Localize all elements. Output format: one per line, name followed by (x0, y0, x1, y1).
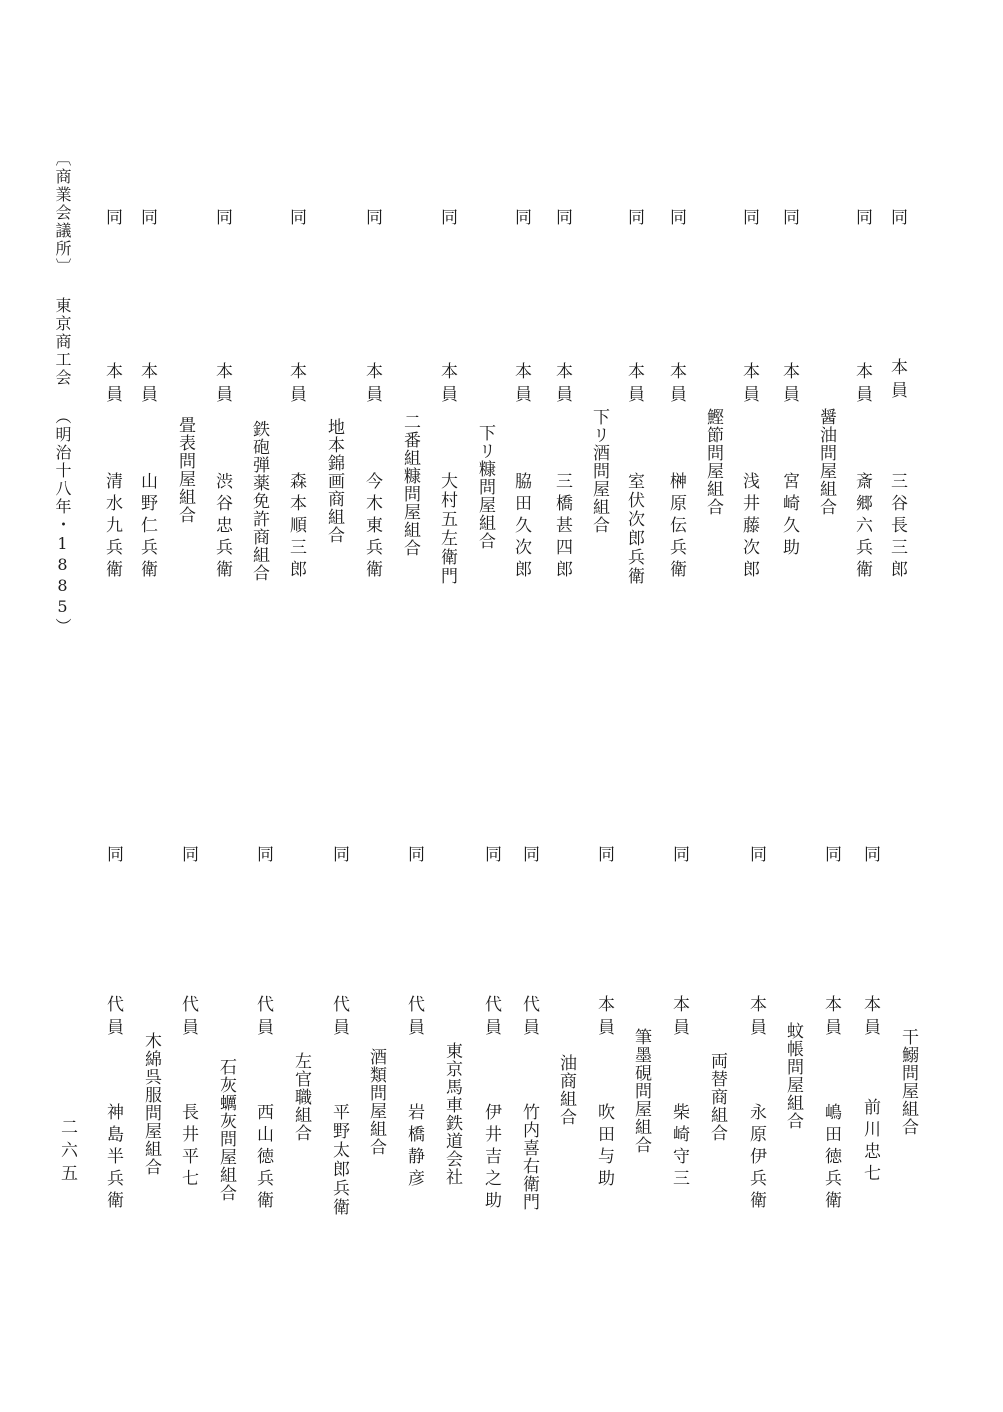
member-name: 森本順三郎 (286, 472, 306, 582)
member-role: 本員 (739, 362, 759, 408)
member-role: 本員 (437, 362, 457, 408)
member-name: 柴崎守三 (669, 1103, 689, 1191)
association-name: 油商組合 (556, 1054, 576, 1126)
member-role: 代員 (178, 995, 198, 1041)
association-name: 酒類問屋組合 (366, 1048, 386, 1156)
member-name: 脇田久次郎 (511, 472, 531, 582)
ditto-mark: 同 (404, 845, 424, 862)
member-role: 本員 (624, 362, 644, 408)
member-name: 永原伊兵衛 (746, 1103, 766, 1213)
member-name: 大村五左衛門 (437, 472, 457, 586)
ditto-mark: 同 (594, 845, 614, 862)
association-name: 石灰蠣灰問屋組合 (216, 1058, 236, 1202)
member-role: 本員 (511, 362, 531, 408)
ditto-mark: 同 (437, 208, 457, 225)
association-name: 畳表問屋組合 (175, 416, 195, 524)
member-name: 今木東兵衛 (362, 472, 382, 582)
association-name: 鉄砲弾薬免許商組合 (249, 420, 269, 582)
member-name: 平野太郎兵衛 (329, 1103, 349, 1217)
association-name: 鰹節問屋組合 (703, 408, 723, 516)
association-name: 蚊帳問屋組合 (783, 1022, 803, 1130)
association-name: 東京馬車鉄道会社 (442, 1042, 462, 1186)
ditto-mark: 同 (860, 845, 880, 862)
member-role: 本員 (594, 995, 614, 1041)
member-name: 長井平七 (178, 1103, 198, 1191)
member-role: 本員 (746, 995, 766, 1041)
member-role: 本員 (887, 358, 907, 404)
member-role: 代員 (253, 995, 273, 1041)
ditto-mark: 同 (887, 208, 907, 225)
ditto-mark: 同 (511, 208, 531, 225)
member-role: 本員 (102, 362, 122, 408)
ditto-mark: 同 (779, 208, 799, 225)
ditto-mark: 同 (481, 845, 501, 862)
page-number: 二六五 (57, 1118, 77, 1187)
association-name: 下リ糠問屋組合 (475, 424, 495, 550)
member-name: 山野仁兵衛 (137, 472, 157, 582)
member-name: 三谷長三郎 (887, 472, 907, 582)
ditto-mark: 同 (624, 208, 644, 225)
member-role: 本員 (552, 362, 572, 408)
member-name: 神島半兵衛 (103, 1103, 123, 1213)
member-role: 代員 (404, 995, 424, 1041)
association-name: 干鰯問屋組合 (898, 1028, 918, 1136)
ditto-mark: 同 (669, 845, 689, 862)
ditto-mark: 同 (137, 208, 157, 225)
member-role: 本員 (779, 362, 799, 408)
association-name: 左官職組合 (291, 1052, 311, 1142)
association-name: 下リ酒問屋組合 (589, 408, 609, 534)
member-name: 西山徳兵衛 (253, 1103, 273, 1213)
member-name: 伊井吉之助 (481, 1103, 501, 1213)
member-name: 清水九兵衛 (102, 472, 122, 582)
ditto-mark: 同 (666, 208, 686, 225)
member-role: 代員 (481, 995, 501, 1041)
association-name: 両替商組合 (707, 1052, 727, 1142)
association-name: 二番組糠問屋組合 (400, 413, 420, 557)
ditto-mark: 同 (519, 845, 539, 862)
member-role: 本員 (286, 362, 306, 408)
member-name: 三橋甚四郎 (552, 472, 572, 582)
member-role: 本員 (137, 362, 157, 408)
member-name: 宮崎久助 (779, 472, 799, 560)
member-name: 室伏次郎兵衛 (624, 472, 644, 586)
member-name: 渋谷忠兵衛 (212, 472, 232, 582)
ditto-mark: 同 (362, 208, 382, 225)
ditto-mark: 同 (286, 208, 306, 225)
association-name: 筆墨硯問屋組合 (631, 1028, 651, 1154)
member-name: 前川忠七 (860, 1098, 880, 1186)
member-name: 榊原伝兵衛 (666, 472, 686, 582)
member-role: 本員 (666, 362, 686, 408)
association-name: 木綿呉服問屋組合 (141, 1032, 161, 1176)
association-name: 醤油問屋組合 (816, 408, 836, 516)
ditto-mark: 同 (746, 845, 766, 862)
ditto-mark: 同 (552, 208, 572, 225)
ditto-mark: 同 (178, 845, 198, 862)
running-header: 〔商業会議所〕 東京商工会 （明治十八年・1885） (53, 150, 72, 636)
member-name: 竹内喜右衛門 (519, 1103, 539, 1211)
ditto-mark: 同 (212, 208, 232, 225)
member-name: 岩橋静彦 (404, 1103, 424, 1191)
member-name: 吹田与助 (594, 1103, 614, 1191)
member-role: 本員 (852, 362, 872, 408)
association-name: 地本錦画商組合 (324, 418, 344, 544)
member-role: 代員 (329, 995, 349, 1041)
member-name: 嶋田徳兵衛 (821, 1103, 841, 1213)
member-role: 本員 (821, 995, 841, 1041)
ditto-mark: 同 (821, 845, 841, 862)
member-role: 本員 (362, 362, 382, 408)
member-name: 斎郷六兵衛 (852, 472, 872, 582)
member-name: 浅井藤次郎 (739, 472, 759, 582)
ditto-mark: 同 (253, 845, 273, 862)
ditto-mark: 同 (329, 845, 349, 862)
member-role: 代員 (103, 995, 123, 1041)
ditto-mark: 同 (103, 845, 123, 862)
member-role: 本員 (212, 362, 232, 408)
member-role: 本員 (860, 995, 880, 1041)
member-role: 代員 (519, 995, 539, 1041)
ditto-mark: 同 (739, 208, 759, 225)
ditto-mark: 同 (102, 208, 122, 225)
member-role: 本員 (669, 995, 689, 1041)
ditto-mark: 同 (852, 208, 872, 225)
